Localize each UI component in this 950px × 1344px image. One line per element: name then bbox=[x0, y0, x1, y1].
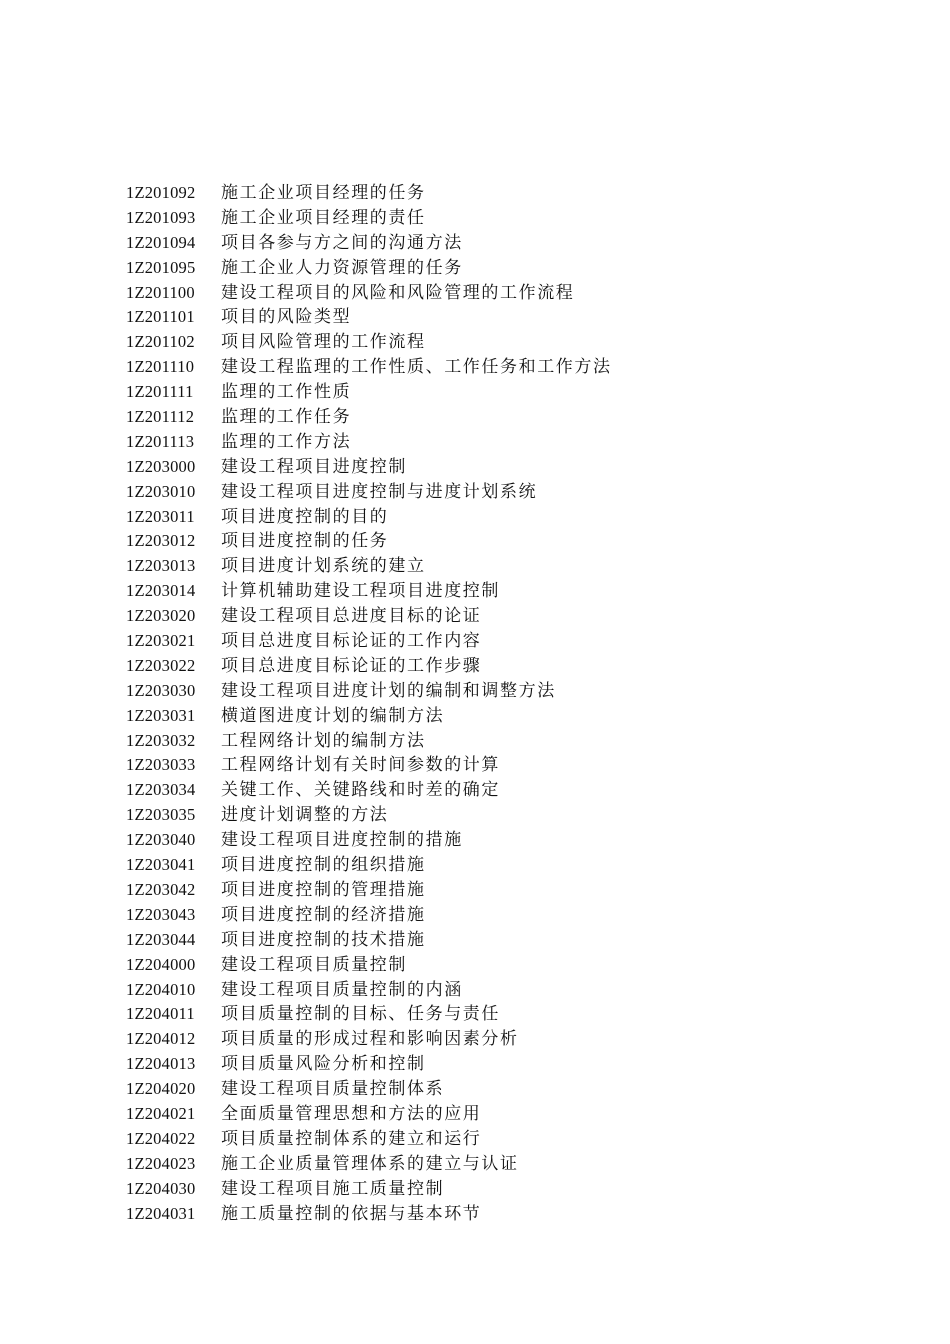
toc-entry bbox=[126, 256, 612, 281]
section-code: 1Z203043 bbox=[126, 904, 196, 924]
toc-entry bbox=[126, 380, 612, 405]
section-title: 施工企业项目经理的责任 bbox=[221, 207, 426, 228]
section-code: 1Z203031 bbox=[126, 705, 196, 725]
toc-entry bbox=[126, 953, 612, 978]
section-title: 项目的风险类型 bbox=[221, 307, 352, 328]
section-code: 1Z203020 bbox=[126, 606, 196, 626]
section-code: 1Z204012 bbox=[126, 1029, 196, 1049]
section-title: 横道图进度计划的编制方法 bbox=[221, 705, 445, 726]
section-title: 建设工程项目质量控制 bbox=[221, 954, 407, 975]
section-title: 建设工程项目进度控制 bbox=[221, 456, 407, 477]
section-title: 施工质量控制的依据与基本环节 bbox=[221, 1203, 482, 1224]
toc-entry bbox=[126, 729, 612, 754]
section-title: 全面质量管理思想和方法的应用 bbox=[221, 1103, 482, 1124]
toc-entry bbox=[126, 928, 612, 953]
section-title: 计算机辅助建设工程项目进度控制 bbox=[221, 581, 500, 602]
section-title: 项目进度控制的目的 bbox=[221, 506, 389, 527]
section-title: 项目质量风险分析和控制 bbox=[221, 1054, 426, 1075]
toc-entry bbox=[126, 803, 612, 828]
section-title: 项目进度控制的管理措施 bbox=[221, 879, 426, 900]
toc-entry bbox=[126, 529, 612, 554]
toc-entry bbox=[126, 305, 612, 330]
toc-entry bbox=[126, 430, 612, 455]
section-code: 1Z204013 bbox=[126, 1054, 196, 1074]
section-code: 1Z201093 bbox=[126, 207, 196, 227]
section-title: 项目质量的形成过程和影响因素分析 bbox=[221, 1029, 519, 1050]
section-code: 1Z203010 bbox=[126, 481, 196, 501]
section-code: 1Z204030 bbox=[126, 1178, 196, 1198]
section-title: 建设工程项目进度控制与进度计划系统 bbox=[221, 481, 538, 502]
section-code: 1Z204031 bbox=[126, 1203, 196, 1223]
toc-entry bbox=[126, 1152, 612, 1177]
toc-entry bbox=[126, 1027, 612, 1052]
toc-entry bbox=[126, 753, 612, 778]
section-code: 1Z201110 bbox=[126, 357, 195, 377]
toc-entry bbox=[126, 455, 612, 480]
section-code: 1Z203022 bbox=[126, 655, 196, 675]
table-of-contents bbox=[126, 181, 612, 1226]
toc-entry bbox=[126, 853, 612, 878]
section-code: 1Z204000 bbox=[126, 954, 196, 974]
section-title: 项目总进度目标论证的工作内容 bbox=[221, 631, 482, 652]
section-code: 1Z203034 bbox=[126, 780, 196, 800]
toc-entry bbox=[126, 903, 612, 928]
toc-entry bbox=[126, 654, 612, 679]
toc-entry bbox=[126, 505, 612, 530]
toc-entry bbox=[126, 704, 612, 729]
toc-entry bbox=[126, 405, 612, 430]
section-title: 建设工程项目质量控制的内涵 bbox=[221, 979, 463, 1000]
section-title: 建设工程监理的工作性质、工作任务和工作方法 bbox=[221, 357, 612, 378]
section-title: 建设工程项目施工质量控制 bbox=[221, 1178, 445, 1199]
section-title: 项目各参与方之间的沟通方法 bbox=[221, 232, 463, 253]
section-code: 1Z203035 bbox=[126, 805, 196, 825]
section-title: 项目进度计划系统的建立 bbox=[221, 556, 426, 577]
section-title: 项目进度控制的任务 bbox=[221, 531, 389, 552]
toc-entry bbox=[126, 579, 612, 604]
section-code: 1Z203042 bbox=[126, 879, 196, 899]
section-title: 监理的工作方法 bbox=[221, 431, 352, 452]
toc-entry bbox=[126, 355, 612, 380]
section-code: 1Z203040 bbox=[126, 830, 196, 850]
section-title: 项目质量控制的目标、任务与责任 bbox=[221, 1004, 500, 1025]
section-code: 1Z203041 bbox=[126, 855, 196, 875]
section-code: 1Z204011 bbox=[126, 1004, 195, 1024]
section-code: 1Z201100 bbox=[126, 282, 195, 302]
toc-entry bbox=[126, 878, 612, 903]
toc-entry bbox=[126, 1177, 612, 1202]
toc-entry bbox=[126, 1102, 612, 1127]
section-title: 项目总进度目标论证的工作步骤 bbox=[221, 655, 482, 676]
toc-entry bbox=[126, 206, 612, 231]
section-title: 施工企业人力资源管理的任务 bbox=[221, 257, 463, 278]
section-code: 1Z203013 bbox=[126, 556, 196, 576]
section-code: 1Z201112 bbox=[126, 407, 195, 427]
section-code: 1Z201111 bbox=[126, 382, 194, 402]
section-title: 项目风险管理的工作流程 bbox=[221, 332, 426, 353]
section-code: 1Z203011 bbox=[126, 506, 195, 526]
section-code: 1Z204022 bbox=[126, 1128, 196, 1148]
section-title: 工程网络计划的编制方法 bbox=[221, 730, 426, 751]
section-title: 建设工程项目的风险和风险管理的工作流程 bbox=[221, 282, 575, 303]
section-code: 1Z203000 bbox=[126, 456, 196, 476]
section-title: 施工企业质量管理体系的建立与认证 bbox=[221, 1153, 519, 1174]
section-code: 1Z203030 bbox=[126, 680, 196, 700]
section-title: 项目进度控制的经济措施 bbox=[221, 904, 426, 925]
section-title: 项目进度控制的技术措施 bbox=[221, 929, 426, 950]
section-title: 建设工程项目质量控制体系 bbox=[221, 1079, 445, 1100]
section-code: 1Z201095 bbox=[126, 257, 196, 277]
section-code: 1Z203014 bbox=[126, 581, 196, 601]
section-code: 1Z201113 bbox=[126, 431, 195, 451]
toc-entry bbox=[126, 330, 612, 355]
section-code: 1Z201094 bbox=[126, 232, 196, 252]
section-title: 建设工程项目进度控制的措施 bbox=[221, 830, 463, 851]
section-code: 1Z204020 bbox=[126, 1079, 196, 1099]
toc-entry bbox=[126, 554, 612, 579]
section-title: 项目进度控制的组织措施 bbox=[221, 855, 426, 876]
section-code: 1Z201102 bbox=[126, 332, 195, 352]
section-code: 1Z201092 bbox=[126, 183, 196, 202]
section-code: 1Z203012 bbox=[126, 531, 196, 551]
section-title: 施工企业项目经理的任务 bbox=[221, 183, 426, 203]
toc-entry bbox=[126, 1127, 612, 1152]
section-code: 1Z203032 bbox=[126, 730, 196, 750]
toc-entry bbox=[126, 1077, 612, 1102]
section-title: 项目质量控制体系的建立和运行 bbox=[221, 1128, 482, 1149]
section-title: 关键工作、关键路线和时差的确定 bbox=[221, 780, 500, 801]
section-code: 1Z204010 bbox=[126, 979, 196, 999]
section-code: 1Z203021 bbox=[126, 631, 196, 651]
toc-entry bbox=[126, 978, 612, 1003]
toc-entry bbox=[126, 604, 612, 629]
toc-entry bbox=[126, 828, 612, 853]
section-title: 监理的工作任务 bbox=[221, 407, 352, 428]
toc-entry bbox=[126, 480, 612, 505]
toc-entry bbox=[126, 181, 612, 206]
toc-entry bbox=[126, 679, 612, 704]
section-code: 1Z204023 bbox=[126, 1153, 196, 1173]
toc-entry bbox=[126, 1002, 612, 1027]
section-title: 建设工程项目进度计划的编制和调整方法 bbox=[221, 680, 556, 701]
section-code: 1Z203044 bbox=[126, 929, 196, 949]
section-title: 进度计划调整的方法 bbox=[221, 805, 389, 826]
section-code: 1Z203033 bbox=[126, 755, 196, 775]
toc-entry bbox=[126, 629, 612, 654]
toc-entry bbox=[126, 1202, 612, 1227]
toc-entry bbox=[126, 1052, 612, 1077]
section-title: 工程网络计划有关时间参数的计算 bbox=[221, 755, 500, 776]
section-title: 监理的工作性质 bbox=[221, 382, 352, 403]
section-code: 1Z204021 bbox=[126, 1103, 196, 1123]
section-title: 建设工程项目总进度目标的论证 bbox=[221, 606, 482, 627]
section-code: 1Z201101 bbox=[126, 307, 195, 327]
toc-entry bbox=[126, 778, 612, 803]
toc-entry bbox=[126, 281, 612, 306]
toc-entry bbox=[126, 231, 612, 256]
